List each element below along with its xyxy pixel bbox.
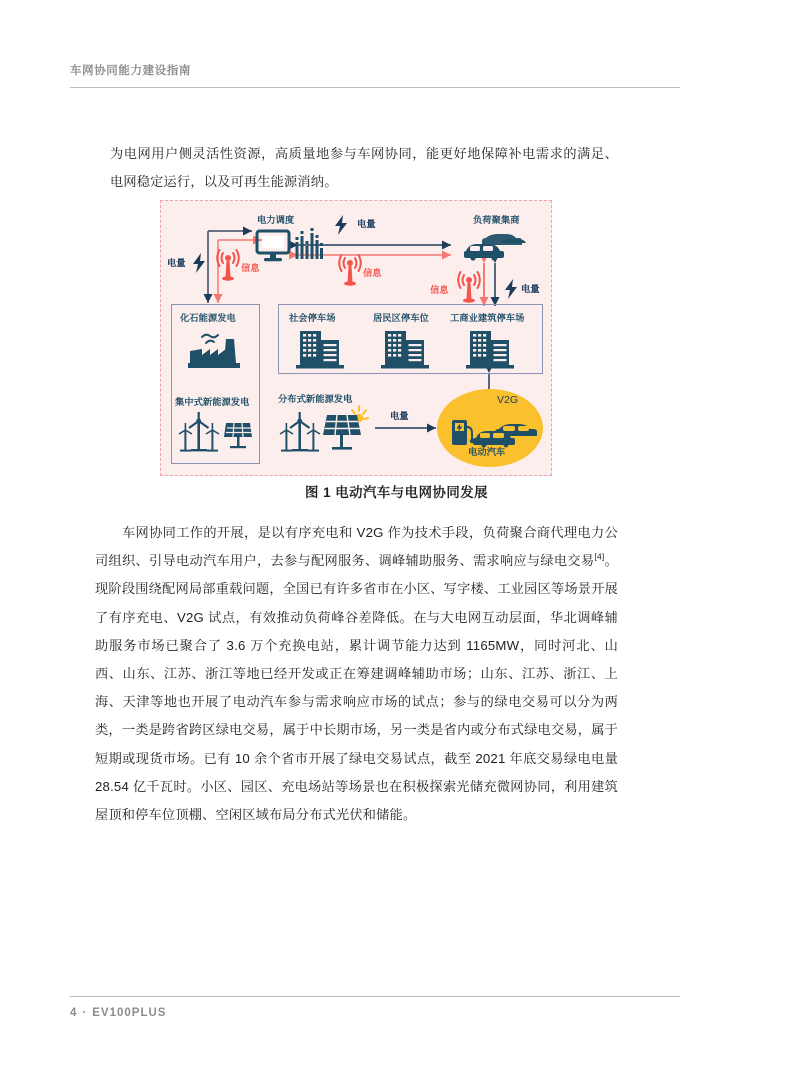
solar-panel-icon-centralized [223, 419, 253, 451]
footer-separator: · [82, 1007, 88, 1019]
label-information-middle: 信息 [363, 268, 382, 278]
label-information-right: 信息 [430, 285, 449, 295]
wind-turbine-icon-distributed [278, 413, 322, 453]
signal-tower-icon-left [215, 249, 241, 281]
signal-tower-icon-right [456, 271, 482, 303]
label-electric-vehicle: 电动汽车 [468, 447, 506, 457]
label-electricity-middle: 电量 [357, 219, 376, 229]
main-paragraph [95, 519, 618, 829]
label-power-dispatch: 电力调度 [257, 215, 295, 225]
label-distributed-renewable: 分布式新能源发电 [278, 394, 353, 404]
diagram-canvas [160, 200, 552, 476]
signal-tower-icon-middle [337, 254, 363, 286]
factory-icon [186, 329, 244, 371]
label-fossil-generation: 化石能源发电 [180, 313, 236, 323]
page-footer [70, 996, 680, 1019]
label-public-parking: 社会停车场 [289, 313, 336, 323]
label-v2g: V2G [497, 394, 519, 406]
intro-paragraph: 为电网用户侧灵活性资源，高质量地参与车网协同，能更好地保障补电需求的满足、电网稳定运行，以及可再生能源消纳。 [110, 146, 618, 190]
label-commercial-parking: 工商业建筑停车场 [450, 313, 525, 323]
label-electricity-left: 电量 [167, 258, 186, 268]
label-load-aggregator: 负荷聚集商 [473, 215, 520, 225]
figure-1 [160, 200, 552, 476]
wind-turbine-icon-centralized [177, 413, 221, 453]
main-paragraph-part1: 车网协同工作的开展，是以有序充电和 V2G 作为技术手段，负荷聚合商代理电力公司组织、引导电动汽车用户，去参与配网服务、调峰辅助服务、需求响应与绿电交易 [95, 525, 618, 569]
bar-chart-icon [295, 227, 323, 259]
electric-vehicle-icon [475, 423, 537, 447]
charging-station-icon [451, 419, 475, 447]
footer-page-number: 4 [70, 1007, 78, 1019]
monitor-icon [256, 230, 290, 262]
header-divider [70, 87, 680, 88]
page-header [70, 62, 680, 88]
lightning-icon-right [504, 279, 518, 299]
building-icon-public [296, 329, 346, 369]
solar-panel-sun-icon [321, 404, 369, 452]
main-paragraph-part2: 。现阶段围绕配网局部重载问题，全国已有许多省市在小区、写字楼、工业园区等场景开展了有序充电、V2G 试点，有效推动负荷峰谷差降低。在与大电网互动层面，华北调峰辅助服务市场已聚合了 3.6 万个充换电站，累计调节能力达到 1165MW，同时河北、山西、山东、江苏、浙江等地已经开发或正在筹建调峰辅助市场；山东、江苏、浙江、上海、天津等地也开展了电动汽车参与需求响应市场的试点；参与的绿电交易可以分为两类，一类是跨省跨区绿电交易，属于中长期市场，另一类是省内或分布式绿电交易，属于短期或现货市场。已有 10 余个省市开展了绿电交易试点，截至 2021 年底交易绿电电量 28.54 亿千瓦时。小区、园区、充电场站等场景也在积极探索光储充微网协同，利用建筑屋顶和停车位顶棚、空闲区域布局分布式光伏和储能。 [95, 553, 618, 823]
label-electricity-bottom: 电量 [390, 411, 409, 421]
lightning-icon-middle [334, 215, 348, 235]
label-information-left: 信息 [241, 263, 260, 273]
footer-divider [70, 996, 680, 997]
header-title: 车网协同能力建设指南 [70, 65, 191, 77]
building-icon-commercial [466, 329, 516, 369]
citation-reference: [4] [594, 551, 605, 562]
vehicle-fleet-icon [464, 233, 524, 259]
lightning-icon-left [192, 253, 206, 273]
footer-publisher: EV100PLUS [92, 1007, 167, 1019]
building-icon-residential [381, 329, 431, 369]
label-centralized-renewable: 集中式新能源发电 [175, 397, 250, 407]
label-electricity-right: 电量 [521, 284, 540, 294]
figure-caption: 图 1 电动汽车与电网协同发展 [304, 485, 489, 500]
label-residential-parking: 居民区停车位 [373, 313, 429, 323]
footer-content [70, 1007, 680, 1019]
